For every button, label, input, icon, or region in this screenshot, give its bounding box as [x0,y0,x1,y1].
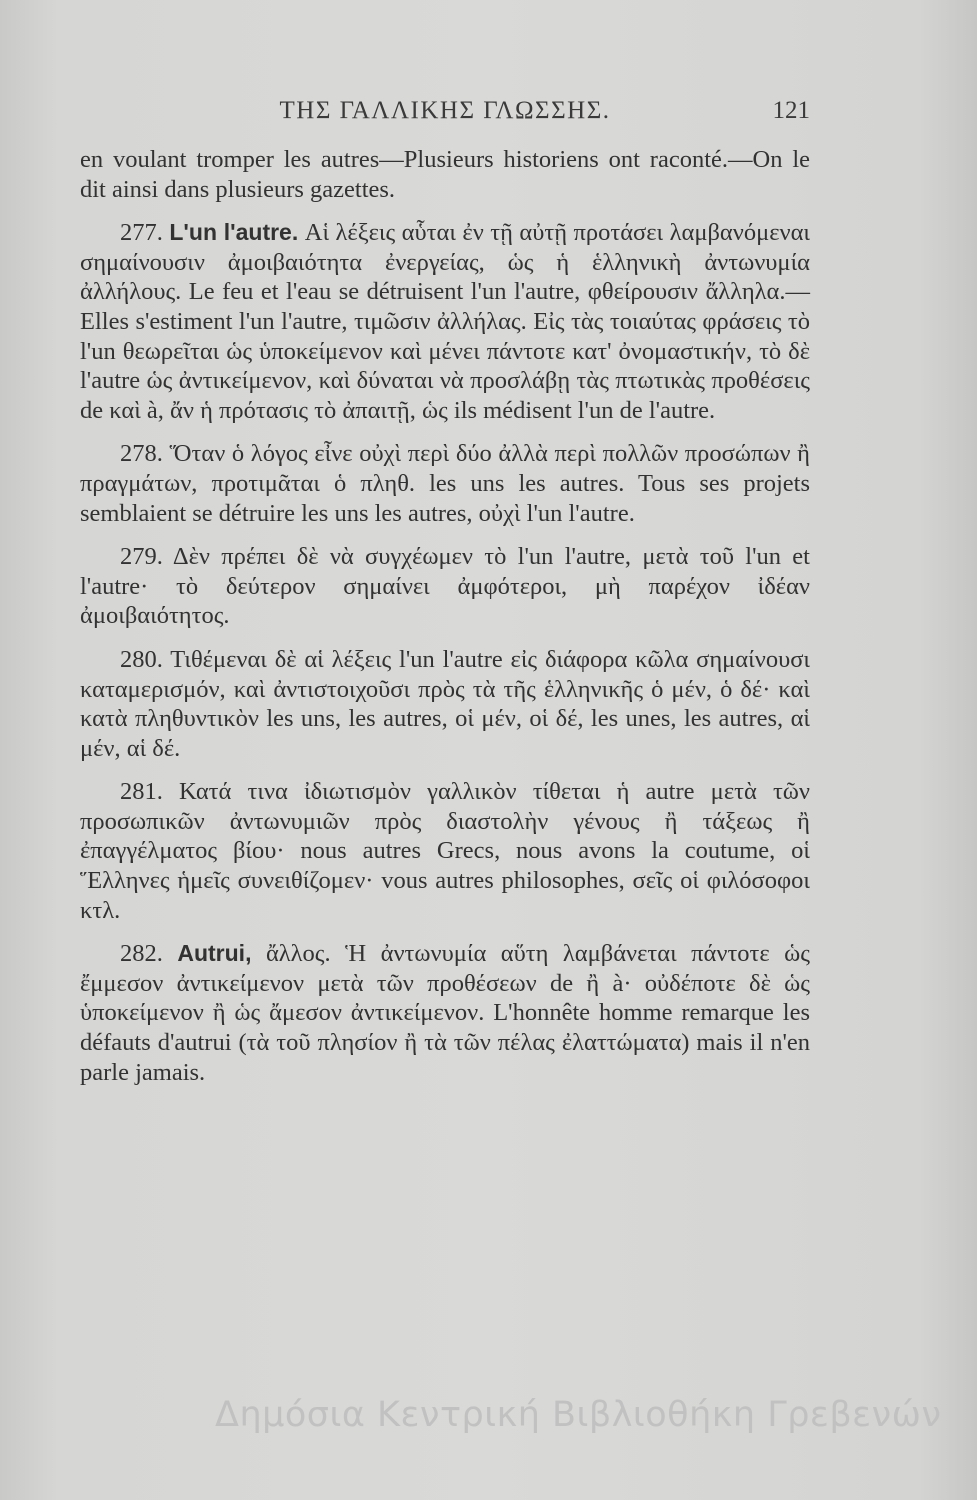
page-number: 121 [772,97,810,124]
section-text: Ὅταν ὁ λόγος εἶνε οὐχὶ περὶ δύο ἀλλὰ περὶ πολλῶν προσώπων ἢ πραγμάτων, προτιμᾶται ὁ πληθ. les uns les autres. Tous ses projets semblaient se détruire les uns les autres, οὐχὶ l'un l'autre. [80,440,810,527]
section-number: 280. [120,645,163,673]
section-280 [80,645,810,763]
library-watermark: Δημόσια Κεντρική Βιβλιοθήκη Γρεβενών [215,1395,942,1435]
section-text: Αἱ λέξεις αὗται ἐν τῇ αὐτῇ προτάσει λαμβανόμεναι σημαίνουσιν ἀμοιβαιότητα ἐνεργείας, ὡς ἡ ἑλληνικὴ ἀντωνυμία ἀλλήλους. Le feu et l'eau se détruisent l'un l'autre, φθείρουσιν ἄλληλα.—Elles s'estiment l'un l'autre, τιμῶσιν ἀλλήλας. Εἰς τὰς τοιαύτας φράσεις τὸ l'un θεωρεῖται ὡς ὑποκείμενον καὶ μένει πάντοτε κατ' ὀνομαστικήν, τὸ δὲ l'autre ὡς ἀντικείμενον, καὶ δύναται νὰ προσλάβῃ τὰς πτωτικὰς προθέσεις de καὶ à, ἄν ἡ πρότασις τὸ ἀπαιτῇ, ὡς ils médisent l'un de l'autre. [80,219,811,424]
section-number: 278. [120,440,163,468]
lead-paragraph: en voulant tromper les autres—Plusieurs historiens ont raconté.—On le dit ainsi dans plusieurs gazettes. [80,146,810,203]
section-281 [80,777,810,925]
section-text: Κατά τινα ἰδιωτισμὸν γαλλικὸν τίθεται ἡ autre μετὰ τῶν προσωπικῶν ἀντωνυμιῶν πρὸς διαστολὴν γένους ἢ τάξεως ἢ ἐπαγγέλματος βίου· nous autres Grecs, nous avons la coutume, οἱ Ἕλληνες ἡμεῖς συνειθίζομεν· vous autres philosophes, σεῖς οἱ φιλόσοφοι κτλ. [80,778,811,924]
section-heading: Autrui, [177,940,252,967]
section-278 [80,439,810,528]
section-text: ἄλλος. Ἡ ἀντωνυμία αὕτη λαμβάνεται πάντοτε ὡς ἔμμεσον ἀντικείμενον μετὰ τῶν προθέσεων de ἢ à· οὐδέποτε δὲ ὡς ὑποκείμενον ἢ ὡς ἄμεσον ἀντικείμενον. L'honnête homme remarque les défauts d'autrui (τὰ τοῦ πλησίον ἢ τὰ τῶν πέλας ἐλαττώματα) mais il n'en parle jamais. [80,940,810,1086]
section-text: Τιθέμεναι δὲ αἱ λέξεις l'un l'autre εἰς διάφορα κῶλα σημαίνουσι καταμερισμόν, καὶ ἀντιστοιχοῦσι πρὸς τὰ τῆς ἑλληνικῆς ὁ μέν, ὁ δέ· καὶ κατὰ πληθυντικὸν les uns, les autres, οἱ μέν, οἱ δέ, les unes, les autres, αἱ μέν, αἱ δέ. [80,645,810,762]
section-number: 279. [120,543,163,571]
section-heading: L'un l'autre. [169,219,299,246]
section-279 [80,542,810,631]
body-text [80,145,810,1087]
section-text: Δὲν πρέπει δὲ νὰ συγχέωμεν τὸ l'un l'autre, μετὰ τοῦ l'un et l'autre· τὸ δεύτερον σημαίνει ἀμφότεροι, μὴ παρέχον ἰδέαν ἀμοιβαιότητος. [80,543,810,630]
section-277 [80,218,810,425]
section-number: 277. [120,219,163,247]
running-title: ΤΗΣ ΓΑΛΛΙΚΗΣ ΓΛΩΣΣΗΣ. [279,97,611,124]
section-number: 281. [120,778,163,806]
section-282 [80,939,810,1087]
section-number: 282. [120,940,163,968]
page-header [80,97,810,137]
